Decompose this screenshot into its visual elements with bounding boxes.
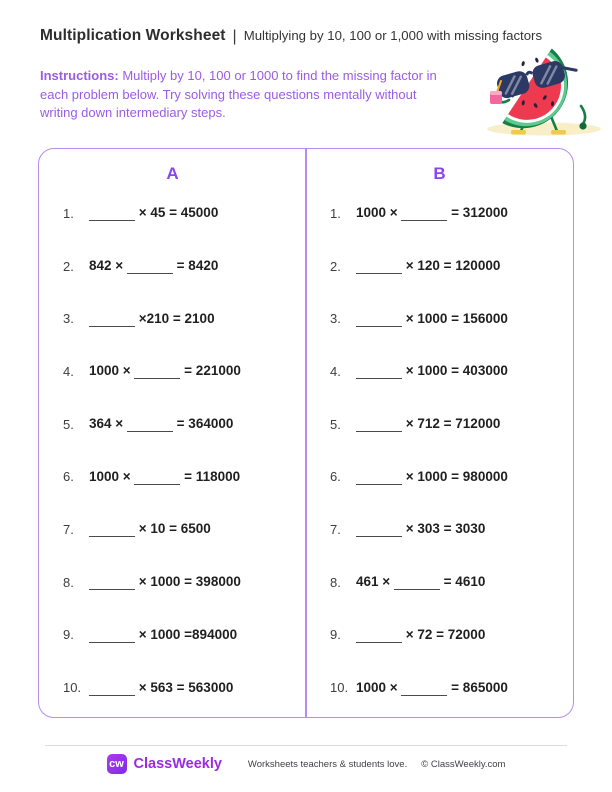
problem-number: 2.: [330, 258, 341, 274]
problem-number: 1.: [330, 205, 341, 221]
problem-a4: [39, 345, 306, 398]
problem-number: 7.: [63, 521, 74, 537]
problem-number: 6.: [330, 469, 341, 485]
column-a-problems: [39, 187, 306, 714]
logo-initials: cw: [109, 758, 124, 770]
problem-number: 5.: [63, 416, 74, 432]
equation: × 1000 =894000: [89, 627, 237, 643]
problem-b5: [306, 398, 573, 451]
problem-number: 4.: [330, 363, 341, 379]
equation: ×210 = 2100: [89, 311, 215, 327]
equation: 1000 × = 221000: [89, 363, 241, 379]
answer-blank: [401, 681, 447, 696]
column-b: [306, 149, 573, 717]
instructions-line-1: Multiply by 10, 100 or 1000 to find the missing factor in: [118, 68, 437, 83]
problem-a8: [39, 556, 306, 609]
problem-a7: [39, 503, 306, 556]
problem-b10: [306, 661, 573, 714]
answer-blank: [89, 523, 135, 538]
watermelon-with-sunglasses-icon: [476, 48, 610, 142]
problems-panel: [38, 148, 574, 718]
answer-blank: [356, 260, 402, 275]
problem-a5: [39, 398, 306, 451]
brand-name: ClassWeekly: [133, 756, 222, 772]
answer-blank: [127, 418, 173, 433]
problem-b3: [306, 292, 573, 345]
problem-b7: [306, 503, 573, 556]
instructions-line-3: writing down intermediary steps.: [40, 105, 226, 121]
problem-b1: [306, 187, 573, 240]
equation: × 1000 = 156000: [356, 311, 508, 327]
problem-number: 10.: [330, 680, 349, 696]
answer-blank: [89, 576, 135, 591]
problem-number: 5.: [330, 416, 341, 432]
column-b-problems: [306, 187, 573, 714]
problem-number: 8.: [63, 574, 74, 590]
problem-b8: [306, 556, 573, 609]
answer-blank: [89, 681, 135, 696]
problem-number: 1.: [63, 205, 74, 221]
equation: 364 × = 364000: [89, 416, 234, 432]
problem-number: 8.: [330, 574, 341, 590]
footer-tagline: Worksheets teachers & students love.: [247, 758, 408, 770]
answer-blank: [134, 470, 180, 485]
problem-b9: [306, 609, 573, 662]
answer-blank: [134, 365, 180, 380]
equation: × 1000 = 403000: [356, 363, 508, 379]
column-a-header: A: [166, 164, 179, 183]
column-a: [39, 149, 306, 717]
problem-number: 2.: [63, 258, 74, 274]
problem-number: 4.: [63, 363, 74, 379]
answer-blank: [356, 470, 402, 485]
problem-b2: [306, 240, 573, 293]
problem-a3: [39, 292, 306, 345]
equation: × 45 = 45000: [89, 205, 218, 221]
answer-blank: [89, 207, 135, 222]
equation: × 712 = 712000: [356, 416, 500, 432]
problem-number: 7.: [330, 521, 341, 537]
footer: [0, 752, 612, 776]
problem-number: 10.: [63, 680, 82, 696]
equation: × 10 = 6500: [89, 521, 211, 537]
worksheet-title: Multiplication Worksheet: [40, 27, 226, 44]
answer-blank: [356, 628, 402, 643]
problem-number: 6.: [63, 469, 74, 485]
equation: 1000 × = 312000: [356, 205, 508, 221]
equation: × 1000 = 980000: [356, 469, 508, 485]
problem-a2: [39, 240, 306, 293]
answer-blank: [89, 312, 135, 327]
problem-a9: [39, 609, 306, 662]
answer-blank: [356, 523, 402, 538]
footer-divider: [45, 745, 567, 746]
column-divider: [305, 149, 307, 717]
answer-blank: [127, 260, 173, 275]
instructions-block: [40, 67, 485, 123]
equation: 461 × = 4610: [356, 574, 486, 590]
equation: × 563 = 563000: [89, 680, 233, 696]
equation: × 120 = 120000: [356, 258, 500, 274]
problem-b4: [306, 345, 573, 398]
answer-blank: [394, 576, 440, 591]
equation: 1000 × = 865000: [356, 679, 508, 695]
worksheet-subtitle: Multiplying by 10, 100 or 1,000 with missing factors: [243, 28, 543, 43]
footer-copyright: © ClassWeekly.com: [421, 758, 506, 770]
problem-b6: [306, 450, 573, 503]
problem-number: 9.: [63, 627, 74, 643]
problem-a6: [39, 450, 306, 503]
answer-blank: [401, 207, 447, 222]
answer-blank: [89, 628, 135, 643]
equation: 842 × = 8420: [89, 258, 219, 274]
problem-a1: [39, 187, 306, 240]
title-separator: |: [232, 28, 237, 45]
page-title: [40, 27, 542, 45]
problem-number: 9.: [330, 627, 341, 643]
equation: × 72 = 72000: [356, 627, 485, 643]
problem-a10: [39, 661, 306, 714]
equation: 1000 × = 118000: [89, 468, 241, 484]
equation: × 1000 = 398000: [89, 574, 241, 590]
column-b-header: B: [433, 164, 446, 183]
classweekly-logo-icon: [107, 754, 127, 774]
answer-blank: [356, 365, 402, 380]
problem-number: 3.: [330, 311, 341, 327]
answer-blank: [356, 312, 402, 327]
problem-number: 3.: [63, 311, 74, 327]
equation: × 303 = 3030: [356, 521, 485, 537]
instructions-label: Instructions:: [40, 68, 119, 83]
instructions-line-2: each problem below. Try solving these questions mentally without: [40, 86, 417, 102]
answer-blank: [356, 418, 402, 433]
